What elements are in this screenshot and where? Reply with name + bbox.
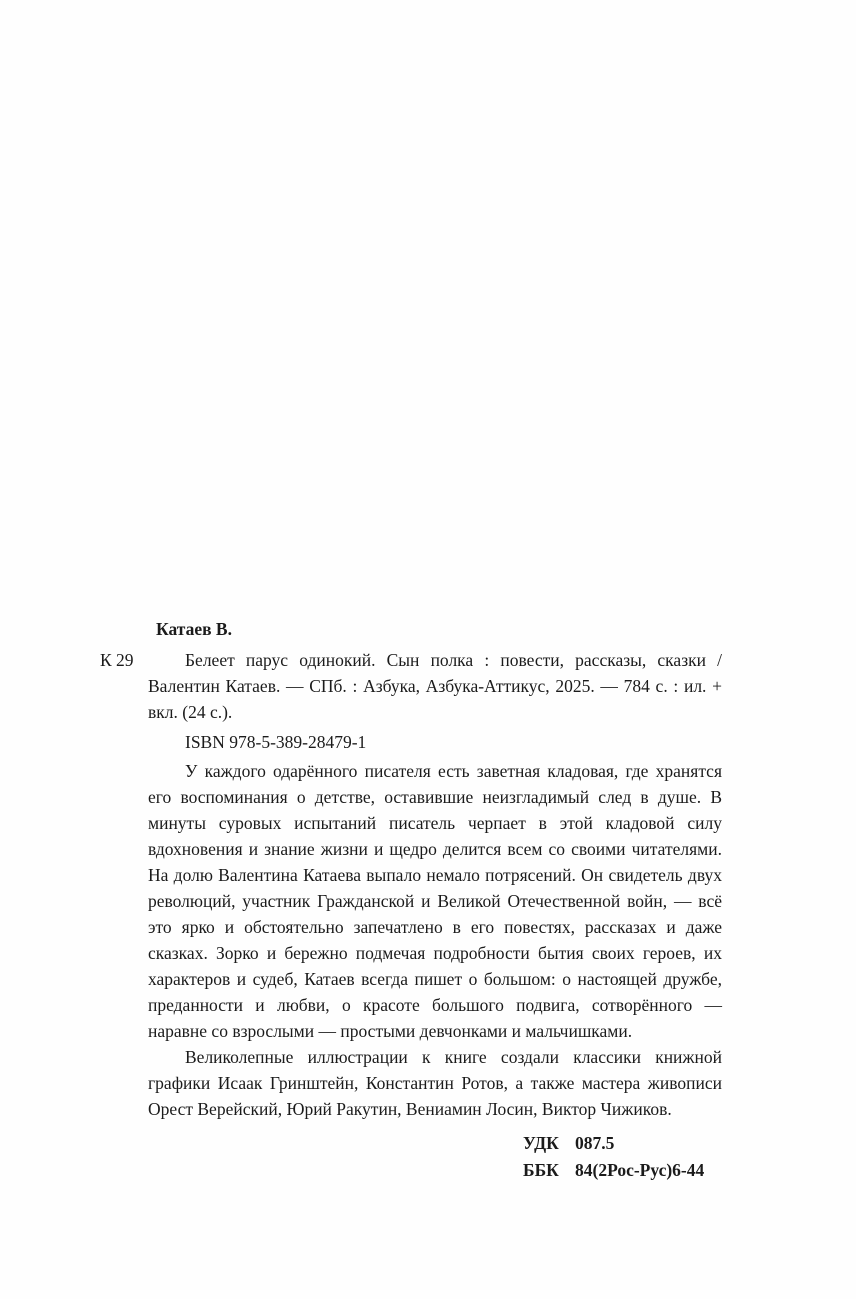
- udk-label: УДК: [523, 1133, 559, 1153]
- isbn: ISBN 978-5-389-28479-1: [185, 732, 367, 752]
- text-block: [148, 616, 722, 1184]
- annotation-paragraph-1: У каждого одарённого писателя есть заветная кладовая, где хранятся его воспоминания о детстве, оставившие неизгладимый след в душе. В минуты суровых испытаний писатель черпает в этой кладовой силу вдохновения и знание жизни и щедро делится всем со своими читателями. На долю Валентина Катаева выпало немало потрясений. Он свидетель двух революций, участник Гражданской и Великой Отечественной войн, — всё это ярко и обстоятельно запечатлено в его повестях, рассказах и даже сказках. Зорко и бережно подмечая подробности бытия своих героев, их характеров и судеб, Катаев всегда пишет о большом: о настоящей дружбе, преданности и любви, о красоте большого подвига, сотворённого — наравне со взрослыми — простыми девчонками и мальчишками.: [148, 761, 722, 1041]
- bibliographic-description: Белеет парус одинокий. Сын полка : повести, рассказы, сказки / Валентин Катаев. — СПб. : Азбука, Азбука-Аттикус, 2025. — 784 с. : ил. + вкл. (24 с.).: [148, 650, 722, 722]
- udk-row: [523, 1130, 722, 1157]
- bbk-label: ББК: [523, 1160, 559, 1180]
- classification-codes: [523, 1130, 722, 1184]
- udk-value: 087.5: [575, 1133, 615, 1153]
- author-heading: Катаев В.: [156, 619, 232, 639]
- catalog-code: К 29: [100, 650, 134, 670]
- bbk-value: 84(2Рос-Рус)6-44: [575, 1160, 705, 1180]
- bbk-row: [523, 1157, 722, 1184]
- annotation-paragraph-2: Великолепные иллюстрации к книге создали классики книжной графики Исаак Гринштейн, Константин Ротов, а также мастера живописи Орест Верейский, Юрий Ракутин, Вениамин Лосин, Виктор Чижиков.: [148, 1047, 722, 1119]
